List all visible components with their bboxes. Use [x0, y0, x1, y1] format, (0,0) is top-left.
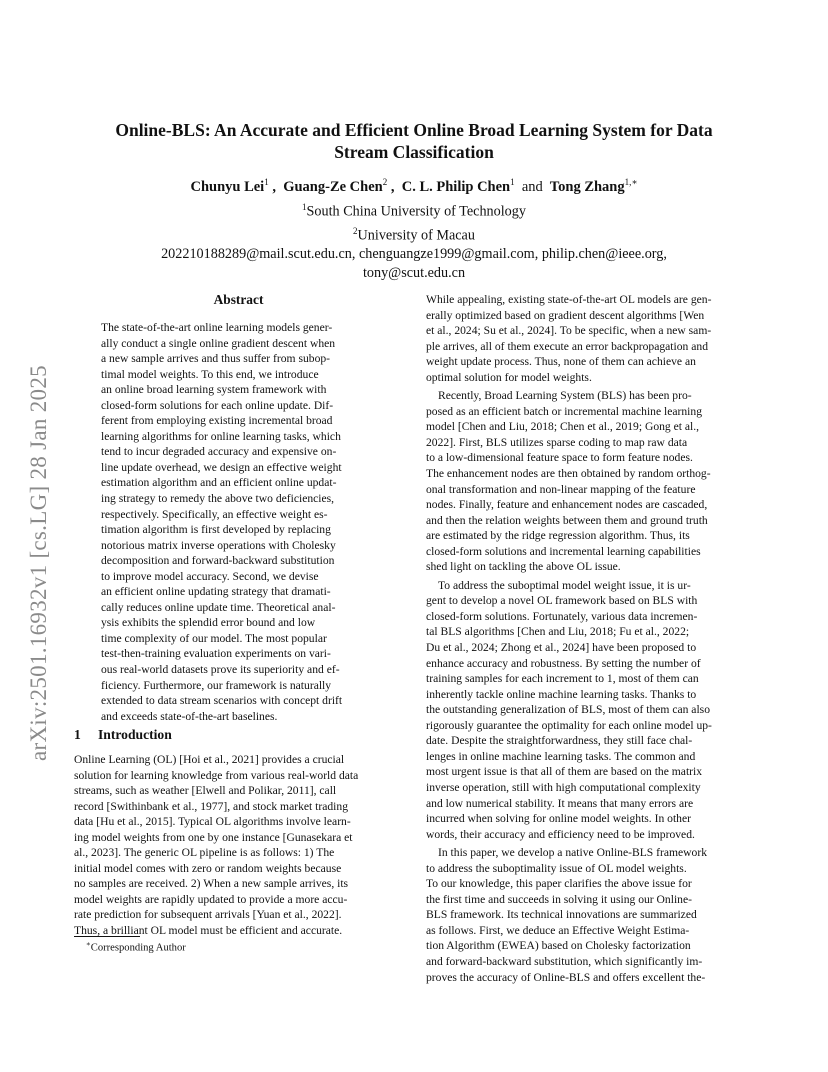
text-line: most urgent issue is that all of them are based on the matrix [426, 765, 703, 779]
footnote-rule [74, 936, 140, 937]
footnote-mark: ∗ [86, 940, 91, 948]
text-line: a new sample arrives and thus suffer from subop- [101, 352, 331, 366]
text-line: ing strategy to remedy the above two deficiencies, [101, 492, 335, 506]
text-line: rigorously guarantee the optimality for each online model up- [426, 718, 712, 732]
text-line: 2022]. First, BLS utilizes sparse coding to map raw data [426, 435, 688, 449]
text-line: record [Swithinbank et al., 1977], and stock market trading [74, 799, 348, 813]
text-line: and exceeds state-of-the-art baselines. [101, 709, 278, 723]
text-line: ysis exhibits the splendid error bound and low [101, 616, 316, 630]
body-paragraph [426, 292, 755, 385]
text-line: tion Algorithm (EWEA) based on Cholesky factorization [426, 939, 691, 953]
text-line: the outstanding generalization of BLS, most of them can also [426, 703, 710, 717]
text-line: al., 2023]. The generic OL pipeline is as follows: 1) The [74, 846, 335, 860]
author-name: C. L. Philip Chen [401, 178, 511, 195]
author-list: Chunyu Lei$^1$ , Guang-Ze Chen$^2$ , C. L. Philip Chen$^1$ and Tong Zhang$^{1,∗}$ [190, 177, 638, 195]
abstract-heading: Abstract [213, 292, 264, 307]
text-line: learning algorithms for online learning tasks, which [101, 429, 341, 443]
text-line: ferent from employing existing incremental broad [101, 414, 333, 428]
affiliations [70, 198, 758, 283]
section-heading [74, 727, 172, 743]
text-line: line update overhead, we design an effective weight [101, 460, 342, 474]
text-line: tal BLS algorithms [Chen and Liu, 2018; Fu et al., 2022; [426, 625, 690, 639]
text-line: words, their accuracy and efficiency need to be improved. [426, 827, 695, 841]
text-line: notorious matrix inverse operations with Cholesky [101, 538, 336, 552]
text-line: To our knowledge, this paper clarifies the above issue for [426, 877, 692, 891]
text-line: training samples for each increment to 1, most of them can [426, 672, 699, 686]
text-line: tend to incur degraded accuracy and expensive on- [101, 445, 337, 459]
text-line: ally conduct a single online gradient descent when [101, 336, 336, 350]
text-line: model [Chen and Liu, 2018; Chen et al., 2019; Gong et al., [426, 420, 700, 434]
author-affil-mark: 2 [382, 177, 388, 187]
text-line: and then the relation weights between them and ground truth [426, 513, 708, 527]
text-line: initial model comes with zero or random weights because [74, 861, 342, 875]
author-affil-mark: 1 [510, 177, 515, 187]
title-line-1: Online-BLS: An Accurate and Efficient Online Broad Learning System for Data [115, 120, 713, 140]
text-line: closed-form solutions and incremental learning capabilities [426, 544, 701, 558]
text-line: shed light on tackling the above OL issue. [426, 560, 621, 574]
text-line: lenges in online machine learning tasks. The common and [426, 749, 696, 763]
body-paragraph [426, 845, 755, 985]
text-line: posed as an efficient batch or incremental machine learning [426, 404, 702, 418]
text-line: an efficient online updating strategy that dramati- [101, 585, 331, 599]
text-line: et al., 2024; Su et al., 2024]. To be specific, when a new sam- [426, 324, 712, 338]
text-line: and low numerical stability. It means that many errors are [426, 796, 694, 810]
affiliation-1: $^1$South China University of Technology [302, 202, 526, 220]
text-line: estimation algorithm and an efficient online updat- [101, 476, 337, 490]
text-line: extended to data stream scenarios with concept drift [101, 694, 343, 708]
title-line-2: Stream Classification [334, 142, 494, 162]
text-line: no samples are received. 2) When a new sample arrives, its [74, 877, 349, 891]
text-line: streams, such as weather [Elwell and Polikar, 2011], call [74, 784, 337, 798]
text-line: incurred when solving for online model weights. In other [426, 812, 691, 826]
author-and: and [521, 178, 543, 195]
text-line: rate prediction for subsequent arrivals [Yuan et al., 2022]. [74, 908, 342, 922]
text-line: Recently, Broad Learning System (BLS) has been pro- [438, 389, 692, 403]
text-line: nodes. Finally, feature and enhancement nodes are cascaded, [426, 498, 708, 512]
text-line: timation algorithm is first developed by replacing [101, 523, 331, 537]
text-line: date. Despite the straightforwardness, they still face chal- [426, 734, 693, 748]
author-name: Tong Zhang [549, 178, 625, 195]
text-line: cally reduces online update time. Theoretical anal- [101, 600, 336, 614]
text-line: closed-form solutions for each online update. Dif- [101, 398, 334, 412]
text-line: are estimated by the ridge regression algorithm. Thus, its [426, 529, 690, 543]
text-line: to a low-dimensional feature space to form feature nodes. [426, 451, 693, 465]
text-line: and forward-backward substitution, which significantly im- [426, 954, 703, 968]
text-line: The state-of-the-art online learning models gener- [101, 321, 333, 334]
text-line: respectively. Specifically, an effective weight es- [101, 507, 328, 521]
intro-paragraph [74, 752, 403, 939]
author-name: Chunyu Lei [190, 178, 265, 195]
body-paragraph [426, 578, 755, 842]
text-line: inherently tackle online machine learning tasks. Thanks to [426, 687, 697, 701]
text-line: weight update process. Thus, none of them can achieve an [426, 355, 696, 369]
footnote [86, 940, 186, 954]
text-line: timal model weights. To this end, we introduce [101, 367, 319, 381]
section-number: 1 [74, 727, 81, 742]
abstract-body [101, 320, 376, 724]
text-line: the first time and succeeds in solving it using our Online- [426, 892, 692, 906]
email-line-1: 202210188289@mail.scut.edu.cn, chenguangze1999@gmail.com, philip.chen@ieee.org, [161, 246, 667, 263]
text-line: BLS framework. Its technical innovations are summarized [426, 908, 697, 922]
text-line: Online Learning (OL) [Hoi et al., 2021] provides a crucial [74, 753, 345, 766]
text-line: enhance accuracy and robustness. By setting the number of [426, 656, 701, 670]
arxiv-stamp [26, 291, 52, 761]
right-column [426, 292, 755, 985]
text-line: inverse operation, still with high computational complexity [426, 780, 701, 794]
text-line: decomposition and forward-backward substitution [101, 554, 335, 568]
text-line: Du et al., 2024; Zhong et al., 2024] have been proposed to [426, 641, 697, 655]
text-line: solution for learning knowledge from various real-world data [74, 768, 359, 782]
email-line-2: tony@scut.edu.cn [362, 265, 466, 282]
footnote-text: Corresponding Author [90, 942, 186, 954]
text-line: To address the suboptimal model weight issue, it is ur- [438, 578, 691, 592]
text-line: optimal solution for model weights. [426, 370, 592, 384]
text-line: ous real-world datasets prove its superiority and ef- [101, 663, 340, 677]
text-line: closed-form solutions. Fortunately, various data incremen- [426, 609, 698, 623]
text-line: proves the accuracy of Online-BLS and offers excellent the- [426, 970, 706, 984]
section-title: Introduction [98, 727, 172, 742]
text-line: model weights are rapidly updated to provide a more accu- [74, 892, 348, 906]
text-line: time complexity of our model. The most popular [101, 631, 327, 645]
text-line: erally optimized based on gradient descent algorithms [Wen [426, 308, 705, 322]
author-name: Guang-Ze Chen [283, 178, 383, 195]
text-line: data [Hu et al., 2015]. Typical OL algorithms involve learn- [74, 815, 351, 829]
paper-title [70, 119, 758, 163]
text-line: In this paper, we develop a native Online-BLS framework [438, 846, 708, 860]
text-line: ficiency. Furthermore, our framework is naturally [101, 678, 332, 692]
text-line: The enhancement nodes are then obtained by random orthog- [426, 467, 711, 481]
text-line: ing model weights from one by one instance [Gunasekara et [74, 830, 353, 844]
text-line: onal transformation and non-linear mapping of the feature [426, 482, 696, 496]
text-line: gent to develop a novel OL framework based on BLS with [426, 594, 698, 608]
body-paragraph [426, 388, 755, 575]
affiliation-2: $^2$University of Macau [353, 225, 475, 244]
text-line: an online broad learning system framework with [101, 383, 327, 397]
text-line: to address the suboptimality issue of OL model weights. [426, 861, 687, 875]
text-line: While appealing, existing state-of-the-art OL models are gen- [426, 293, 712, 306]
author-affil-mark: 1,∗ [624, 177, 638, 187]
text-line: as follows. First, we deduce an Effective Weight Estima- [426, 923, 690, 937]
author-affil-mark: 1 [264, 177, 269, 187]
text-line: ple arrives, all of them execute an error backpropagation and [426, 339, 708, 353]
text-line: Thus, a brilliant OL model must be efficient and accurate. [74, 924, 343, 938]
arxiv-stamp-text: arXiv:2501.16932v1 [cs.LG] 28 Jan 2025 [26, 365, 51, 761]
text-line: test-then-training evaluation experiments on vari- [101, 647, 331, 661]
text-line: to improve model accuracy. Second, we devise [101, 569, 319, 583]
